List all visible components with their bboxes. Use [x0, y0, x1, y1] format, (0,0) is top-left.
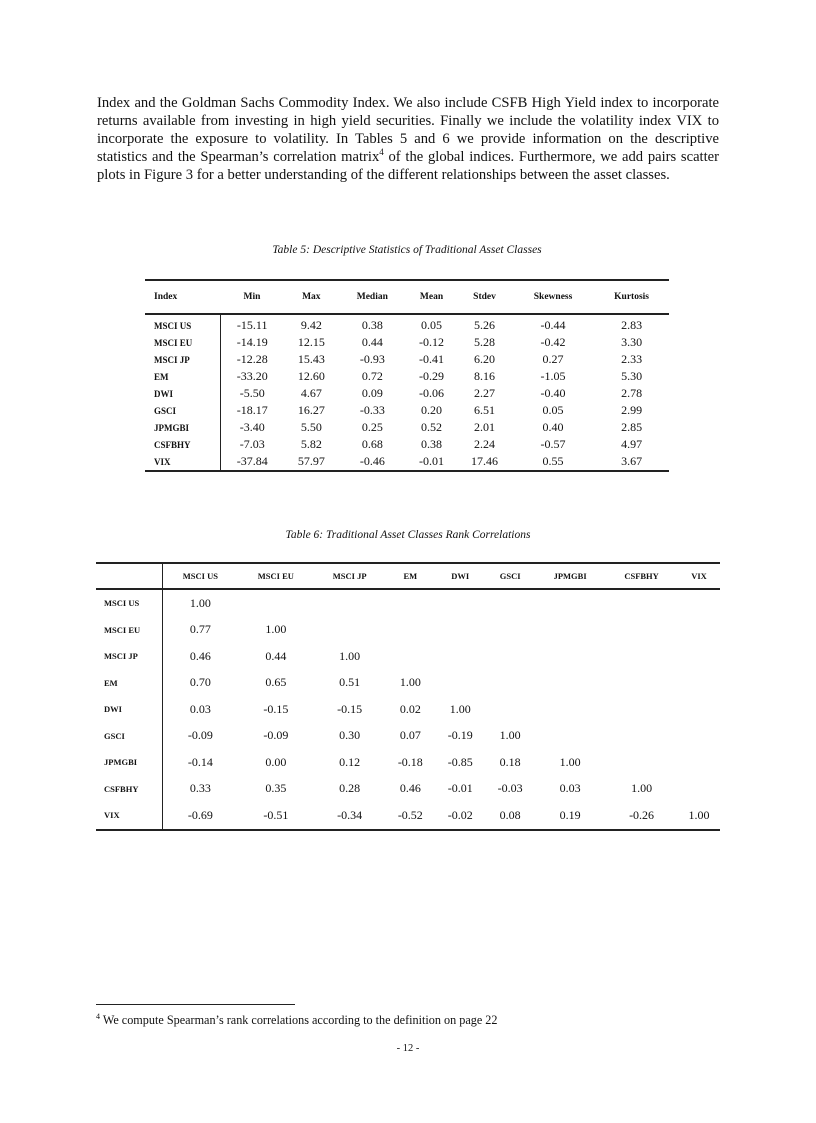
table-row	[145, 453, 669, 471]
table-cell: 0.65	[265, 675, 287, 690]
table-cell: 12.60	[297, 369, 325, 383]
table6-header-cell: MSCI JP	[314, 563, 385, 589]
table6-header-cell: JPMGBI	[535, 563, 605, 589]
table-cell: 2.27	[474, 386, 496, 400]
table-cell: 0.33	[189, 781, 211, 796]
table6-caption: Table 6: Traditional Asset Classes Rank Correlations	[285, 529, 531, 541]
table-row	[145, 385, 669, 402]
table-cell: -14.19	[236, 335, 268, 349]
rank-correlations-table	[96, 562, 720, 831]
table-row	[96, 749, 720, 776]
table-cell: 1.00	[339, 648, 361, 663]
table6-header-cell: MSCI US	[163, 563, 238, 589]
table-cell: 6.20	[474, 352, 496, 366]
table-cell	[485, 589, 535, 617]
row-label: MSCI JP	[96, 643, 163, 670]
table-cell: 4.97	[621, 437, 643, 451]
table-cell: 0.52	[421, 420, 443, 434]
table-cell: 3.67	[621, 454, 643, 468]
table-cell	[435, 589, 485, 617]
table-cell: 0.55	[542, 454, 564, 468]
footnote-divider	[96, 1004, 295, 1005]
table-cell: 1.00	[559, 754, 581, 769]
table-cell: 0.44	[361, 335, 383, 349]
row-label: JPMGBI	[96, 749, 163, 776]
row-label: DWI	[145, 385, 220, 402]
table-cell: 2.24	[474, 437, 496, 451]
table-cell	[678, 643, 720, 670]
table-cell: -0.09	[187, 728, 213, 743]
table-cell: 0.03	[189, 701, 211, 716]
table-cell: -0.06	[419, 386, 445, 400]
table-cell: -0.41	[419, 352, 445, 366]
row-label: MSCI EU	[145, 334, 220, 351]
row-label: MSCI US	[145, 314, 220, 334]
table-row	[96, 802, 720, 830]
table6-header-cell: DWI	[435, 563, 485, 589]
table6-header-cell: VIX	[678, 563, 720, 589]
table-cell	[314, 617, 385, 644]
table-cell: -0.46	[359, 454, 385, 468]
table-cell: -0.01	[419, 454, 445, 468]
table-cell: -0.85	[447, 754, 473, 769]
table-cell	[605, 749, 678, 776]
table5-header-cell: Kurtosis	[594, 280, 669, 314]
table-cell: -33.20	[236, 369, 268, 383]
table-cell: 0.40	[542, 420, 564, 434]
table-cell: 6.51	[474, 403, 496, 417]
table-cell: 2.33	[621, 352, 643, 366]
table-row	[96, 696, 720, 723]
table-cell	[435, 617, 485, 644]
table-cell: 2.85	[621, 420, 643, 434]
table-cell: 0.46	[399, 781, 421, 796]
paragraph-text-continued: of the global indices. Furthermore, we add pairs scatter plots in Figure 3 for a better understanding of the different relationships between the asset classes.	[97, 149, 720, 183]
footnote-text: We compute Spearman’s rank correlations according to the definition on page 22	[100, 1013, 498, 1028]
table6-header-row	[96, 563, 720, 589]
table-cell: -0.40	[540, 386, 566, 400]
row-label: EM	[96, 670, 163, 697]
table-cell	[535, 589, 605, 617]
table-cell: -0.42	[540, 335, 566, 349]
table-row	[96, 776, 720, 803]
table-cell	[238, 589, 314, 617]
table-cell: -0.18	[397, 754, 423, 769]
table-cell: -0.93	[359, 352, 385, 366]
table-cell: 0.18	[499, 754, 521, 769]
table-cell: 0.30	[339, 728, 361, 743]
table-row	[96, 617, 720, 644]
table-cell: -0.29	[419, 369, 445, 383]
table-cell: 5.30	[621, 369, 643, 383]
table-cell	[314, 589, 385, 617]
table-cell	[535, 617, 605, 644]
table-cell: 5.28	[474, 335, 496, 349]
table-cell: 0.25	[361, 420, 383, 434]
table-cell	[605, 696, 678, 723]
table-cell	[385, 617, 435, 644]
table5-header-row	[145, 280, 669, 314]
row-label: GSCI	[145, 402, 220, 419]
table-row	[145, 402, 669, 419]
table6-header-cell: GSCI	[485, 563, 535, 589]
table5-header-cell: Index	[145, 280, 220, 314]
table-cell: 57.97	[297, 454, 325, 468]
table-cell: -37.84	[236, 454, 268, 468]
table-cell: 0.12	[339, 754, 361, 769]
table-cell: -0.14	[187, 754, 213, 769]
row-label: DWI	[96, 696, 163, 723]
table-cell: 2.78	[621, 386, 643, 400]
table-row	[145, 334, 669, 351]
table-cell: 1.00	[631, 781, 653, 796]
table-cell: 0.68	[361, 437, 383, 451]
table-cell: -0.12	[419, 335, 445, 349]
table-cell: 5.26	[474, 318, 496, 332]
table-cell	[605, 589, 678, 617]
table-cell: 0.77	[189, 622, 211, 637]
table-cell	[678, 589, 720, 617]
row-label: VIX	[96, 802, 163, 830]
table-cell: 1.00	[265, 622, 287, 637]
table-cell: 2.83	[621, 318, 643, 332]
table-cell: 1.00	[189, 595, 211, 610]
table-cell: 3.30	[621, 335, 643, 349]
table-cell	[678, 670, 720, 697]
table-cell: 4.67	[300, 386, 322, 400]
table-cell	[385, 643, 435, 670]
table-cell: -0.09	[263, 728, 289, 743]
footnote-number: 4	[96, 1012, 100, 1021]
table-cell	[535, 670, 605, 697]
table5-header-cell: Skewness	[512, 280, 594, 314]
table6-header-cell: EM	[385, 563, 435, 589]
table-cell	[535, 723, 605, 750]
table-cell: 0.72	[361, 369, 383, 383]
table5-header-cell: Max	[284, 280, 339, 314]
table-cell: -0.02	[447, 807, 473, 822]
table-cell: 5.82	[300, 437, 322, 451]
table-row	[96, 723, 720, 750]
table-cell	[678, 696, 720, 723]
table-row	[145, 368, 669, 385]
table5-header-cell: Mean	[406, 280, 457, 314]
table-cell: 0.28	[339, 781, 361, 796]
table-cell	[678, 749, 720, 776]
table-cell: -0.69	[187, 807, 213, 822]
table-cell	[485, 670, 535, 697]
table-cell: -7.03	[239, 437, 265, 451]
table-cell: 0.46	[189, 648, 211, 663]
table-cell: 0.19	[559, 807, 581, 822]
table5-header-cell: Median	[339, 280, 406, 314]
table-cell: 0.27	[542, 352, 564, 366]
table-cell: -3.40	[239, 420, 265, 434]
table-cell: 0.38	[421, 437, 443, 451]
table-cell: -0.44	[540, 318, 566, 332]
row-label: EM	[145, 368, 220, 385]
row-label: CSFBHY	[145, 436, 220, 453]
row-label: GSCI	[96, 723, 163, 750]
table-cell	[535, 696, 605, 723]
table-row	[145, 351, 669, 368]
paragraph-text: Index and the Goldman Sachs Commodity Index. We also include CSFB High Yield index to incorporate returns available from investing in high yield securities. Finally we include the volatility index VIX to incorporate the exposure to volatility. In Tables 5 and 6 we provide information on the descriptive statistics and the Spearman’s correlation matrix	[97, 95, 719, 165]
table-cell	[605, 723, 678, 750]
table-cell: -0.57	[540, 437, 566, 451]
table-cell: 2.01	[474, 420, 496, 434]
descriptive-statistics-table	[145, 279, 669, 472]
table-cell: 0.70	[189, 675, 211, 690]
table-cell: 17.46	[471, 454, 499, 468]
table-cell: 0.08	[499, 807, 521, 822]
table-cell: 0.05	[542, 403, 564, 417]
table-cell: -0.15	[337, 701, 363, 716]
table-cell: 9.42	[300, 318, 322, 332]
row-label: MSCI EU	[96, 617, 163, 644]
table-cell	[605, 670, 678, 697]
table-cell: 1.00	[399, 675, 421, 690]
table-cell: 1.00	[449, 701, 471, 716]
table-cell: -0.51	[263, 807, 289, 822]
table-cell: -15.11	[236, 318, 268, 332]
footnote	[96, 1012, 497, 1028]
table-cell: -0.03	[497, 781, 523, 796]
table-row	[96, 670, 720, 697]
table-cell	[435, 670, 485, 697]
table-row	[145, 419, 669, 436]
table-cell: 0.44	[265, 648, 287, 663]
table-cell: 0.07	[399, 728, 421, 743]
table-cell: 8.16	[474, 369, 496, 383]
table5-header-cell: Stdev	[457, 280, 512, 314]
table-cell	[485, 696, 535, 723]
table-cell: 0.35	[265, 781, 287, 796]
row-label: MSCI US	[96, 589, 163, 617]
table-cell	[485, 643, 535, 670]
table-cell: -5.50	[239, 386, 265, 400]
table-cell: 0.02	[399, 701, 421, 716]
table-cell: -0.15	[263, 701, 289, 716]
table-cell: -12.28	[236, 352, 268, 366]
table-row	[96, 589, 720, 617]
table6-header-cell: CSFBHY	[605, 563, 678, 589]
table-cell: 0.09	[361, 386, 383, 400]
table-cell: 16.27	[297, 403, 325, 417]
table-cell: 5.50	[300, 420, 322, 434]
table-cell	[605, 643, 678, 670]
table-cell	[678, 723, 720, 750]
table-cell	[435, 643, 485, 670]
table-cell: -0.33	[359, 403, 385, 417]
table-cell: 1.00	[688, 807, 710, 822]
table-cell	[535, 643, 605, 670]
body-paragraph	[97, 94, 719, 184]
table-cell: -1.05	[540, 369, 566, 383]
table-cell: -0.52	[397, 807, 423, 822]
page-number: - 12 -	[396, 1043, 420, 1054]
table-cell: 2.99	[621, 403, 643, 417]
table-cell: -0.01	[447, 781, 473, 796]
table-cell	[678, 617, 720, 644]
table6-header-cell	[96, 563, 163, 589]
table-cell: 15.43	[297, 352, 325, 366]
table-cell: 0.03	[559, 781, 581, 796]
table-cell: 0.05	[421, 318, 443, 332]
table-cell: 0.38	[361, 318, 383, 332]
table-cell: 0.20	[421, 403, 443, 417]
table-cell	[485, 617, 535, 644]
table-cell: 12.15	[297, 335, 325, 349]
table-cell: 0.00	[265, 754, 287, 769]
table-row	[145, 436, 669, 453]
table6-header-cell: MSCI EU	[238, 563, 314, 589]
table-cell: -0.19	[447, 728, 473, 743]
row-label: MSCI JP	[145, 351, 220, 368]
table5-header-cell: Min	[220, 280, 284, 314]
row-label: JPMGBI	[145, 419, 220, 436]
table-cell	[678, 776, 720, 803]
table-cell: -0.26	[629, 807, 655, 822]
footnote-reference[interactable]: 4	[379, 147, 384, 158]
table-cell	[385, 589, 435, 617]
table-cell: -0.34	[337, 807, 363, 822]
table-cell: 0.51	[339, 675, 361, 690]
row-label: VIX	[145, 453, 220, 471]
table-row	[96, 643, 720, 670]
table-cell	[605, 617, 678, 644]
table5-caption: Table 5: Descriptive Statistics of Traditional Asset Classes	[272, 244, 542, 256]
table-row	[145, 314, 669, 334]
table-cell: 1.00	[499, 728, 521, 743]
row-label: CSFBHY	[96, 776, 163, 803]
table-cell: -18.17	[236, 403, 268, 417]
